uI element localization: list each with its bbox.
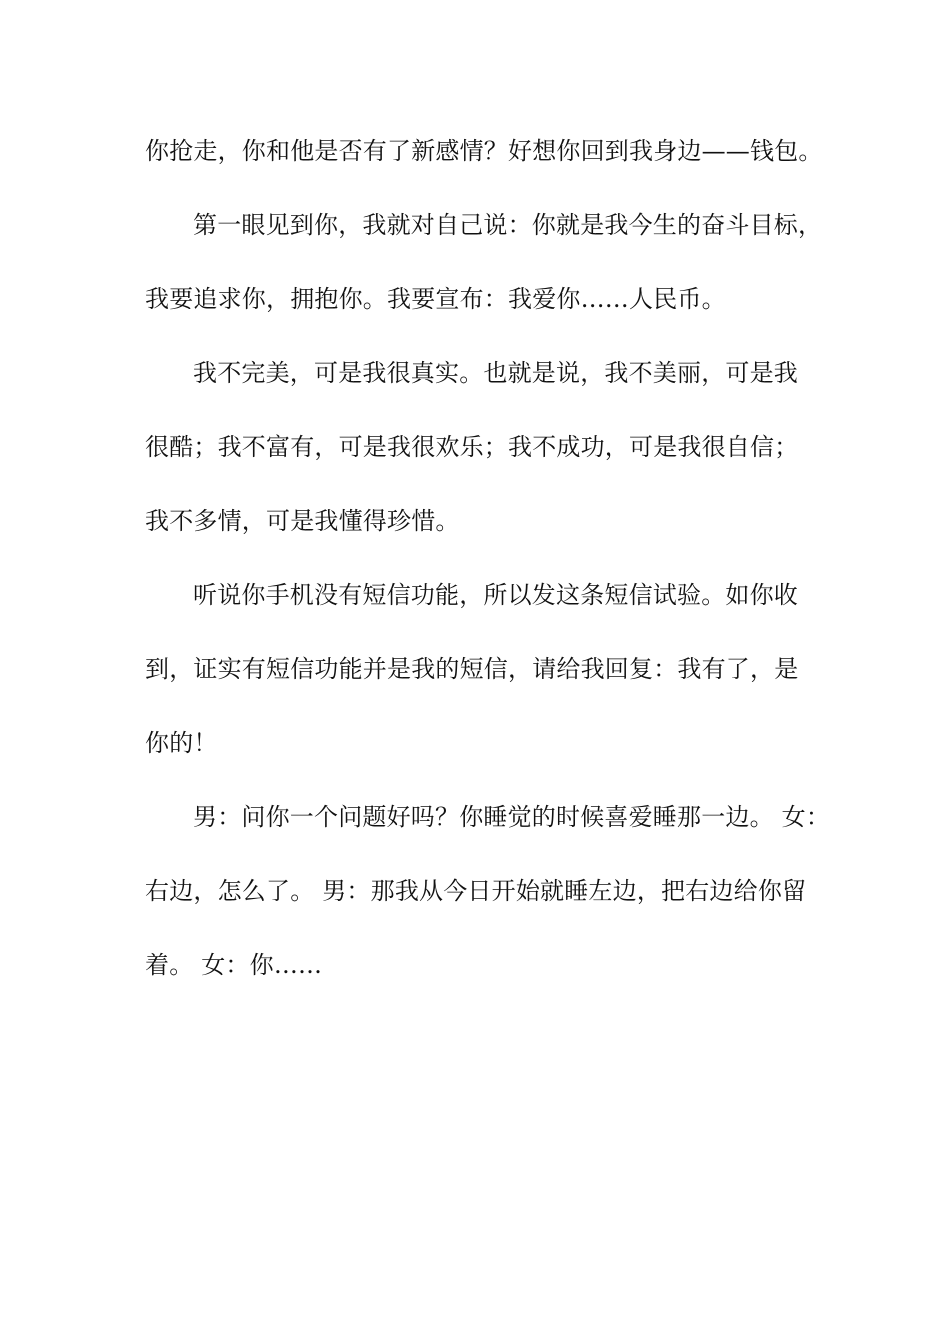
text-line: 到，证实有短信功能并是我的短信，请给我回复：我有了，是: [145, 655, 799, 683]
text-line: 我不完美，可是我很真实。也就是说，我不美丽，可是我: [193, 359, 798, 387]
text-line: 第一眼见到你，我就对自己说：你就是我今生的奋斗目标，: [193, 211, 823, 239]
text-line: 男：问你一个问题好吗？你睡觉的时候喜爱睡那一边。 女：: [193, 803, 831, 831]
text-line: 你的！: [145, 729, 218, 757]
text-line: 右边，怎么了。 男：那我从今日开始就睡左边，把右边给你留: [145, 877, 807, 905]
text-line: 我不多情，可是我懂得珍惜。: [145, 507, 460, 535]
text-line: 听说你手机没有短信功能，所以发这条短信试验。如你收: [193, 581, 798, 609]
text-line: 我要追求你，拥抱你。我要宣布：我爱你……人民币。: [145, 285, 726, 313]
text-line: 你抢走，你和他是否有了新感情？好想你回到我身边——钱包。: [145, 137, 823, 165]
text-line: 着。 女：你……: [145, 951, 323, 979]
text-line: 很酷；我不富有，可是我很欢乐；我不成功，可是我很自信；: [145, 433, 799, 461]
